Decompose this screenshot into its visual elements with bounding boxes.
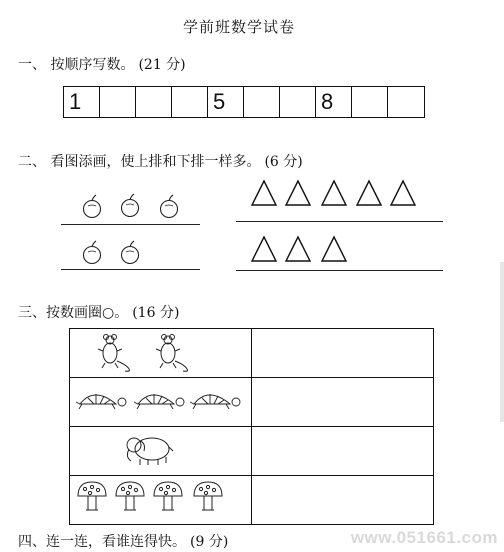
table-row bbox=[70, 476, 434, 525]
section-3-points: (16 分) bbox=[132, 305, 180, 321]
triangle-icon bbox=[252, 237, 276, 261]
turtle-icon bbox=[190, 394, 240, 409]
triangle-icon bbox=[322, 181, 346, 205]
watermark: www.051661.com bbox=[350, 528, 498, 547]
section-1-title: 一、 按顺序写数。 bbox=[18, 57, 135, 73]
number-box[interactable]: 8 bbox=[316, 87, 352, 117]
triangle-icon bbox=[391, 181, 415, 205]
number-box[interactable]: 5 bbox=[208, 87, 244, 117]
picture-cell bbox=[70, 378, 252, 427]
triangle-icon bbox=[357, 181, 381, 205]
answer-cell[interactable] bbox=[252, 427, 434, 476]
section-4-title: 四、连一连，看谁连得快。 bbox=[18, 534, 186, 550]
answer-cell[interactable] bbox=[252, 476, 434, 525]
table-row bbox=[70, 427, 434, 476]
apple-row-top-line bbox=[61, 224, 200, 225]
section-3-heading bbox=[18, 302, 179, 322]
table-row bbox=[70, 329, 434, 378]
triangle-row-bottom-line bbox=[236, 270, 443, 271]
scrollbar[interactable] bbox=[500, 262, 504, 422]
section-2-title: 二、 看图添画，使上排和下排一样多。 bbox=[18, 154, 261, 170]
mouse-icon bbox=[156, 335, 188, 372]
section-3-title: 三、按数画圈○。 bbox=[18, 305, 129, 321]
triangle-row-top-line bbox=[236, 221, 443, 222]
count-table bbox=[69, 328, 434, 525]
turtle-icon bbox=[134, 394, 184, 409]
table-row bbox=[70, 378, 434, 427]
mushroom-group bbox=[70, 476, 251, 520]
apple-icon bbox=[84, 241, 101, 264]
triangle-icon bbox=[286, 237, 310, 261]
apple-icon bbox=[161, 195, 178, 218]
turtle-group bbox=[70, 378, 251, 422]
apple-icon bbox=[122, 241, 139, 264]
mouse-group bbox=[70, 329, 251, 373]
elephant-group bbox=[70, 427, 251, 471]
section-1-points: (21 分) bbox=[138, 57, 186, 73]
section-4-heading bbox=[18, 531, 228, 551]
page-title: 学前班数学试卷 bbox=[182, 18, 295, 36]
section-2-points: (6 分) bbox=[264, 154, 303, 170]
triangle-icon bbox=[252, 181, 276, 205]
mushroom-icon bbox=[116, 482, 144, 510]
picture-cell bbox=[70, 476, 252, 525]
answer-cell[interactable] bbox=[252, 329, 434, 378]
apple-row-bottom-line bbox=[61, 269, 200, 270]
mushroom-icon bbox=[154, 482, 182, 510]
apple-icon bbox=[84, 195, 101, 218]
picture-cell bbox=[70, 427, 252, 476]
triangle-icon bbox=[286, 181, 310, 205]
apple-icon bbox=[122, 194, 139, 217]
picture-cell bbox=[70, 329, 252, 378]
elephant-icon bbox=[127, 438, 173, 465]
turtle-icon bbox=[76, 394, 126, 409]
mouse-icon bbox=[98, 335, 130, 372]
triangle-icon bbox=[322, 237, 346, 261]
number-box[interactable]: 1 bbox=[64, 87, 100, 117]
answer-cell[interactable] bbox=[252, 378, 434, 427]
mushroom-icon bbox=[78, 482, 106, 510]
section-4-points: (9 分) bbox=[190, 534, 229, 550]
mushroom-icon bbox=[194, 482, 222, 510]
